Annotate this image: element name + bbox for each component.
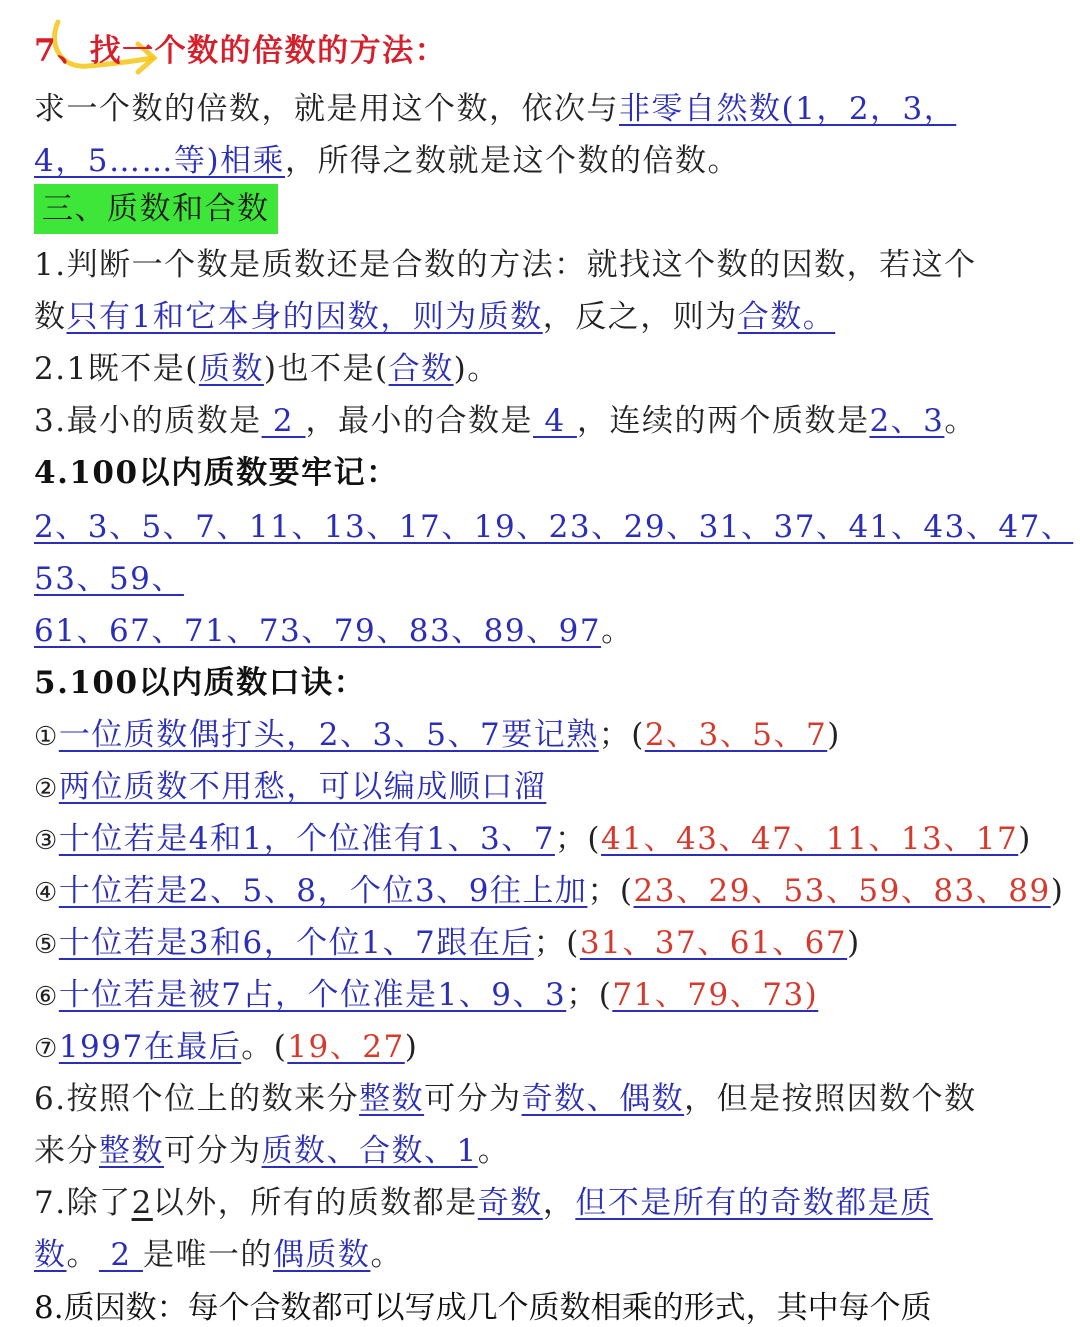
answer-text: 2、3 xyxy=(869,403,945,439)
primes-list-text: 53、59、 xyxy=(34,561,184,597)
item-1-line-2 xyxy=(34,292,1050,342)
mnemonic-row-7 xyxy=(34,1022,1050,1072)
heading-text: 7、找一个数的倍数的方法： xyxy=(34,33,448,69)
answer-text: 质数 xyxy=(198,351,264,387)
circled-number: ② xyxy=(34,774,59,804)
text: 。 xyxy=(944,403,977,439)
text: ；( xyxy=(598,717,645,753)
text: ，最小的合数是 xyxy=(305,403,534,439)
text: ， xyxy=(542,1185,576,1221)
text: ) xyxy=(847,925,861,961)
text: 。 xyxy=(477,1133,511,1169)
primes-list-text: 2、3、5、7、11、13、17、19、23、29、31、37、41、43、47、 xyxy=(34,509,1074,545)
text: ；( xyxy=(533,925,580,961)
primes-answer: 19、27 xyxy=(287,1029,405,1065)
item-4-primes-row-3 xyxy=(34,606,1050,656)
text: ) xyxy=(1050,873,1065,909)
text: 。 xyxy=(370,1237,403,1273)
text: 可分为 xyxy=(164,1133,262,1169)
text: ，反之，则为 xyxy=(542,299,738,335)
answer-text: 2 xyxy=(261,403,306,439)
item-1-line-1 xyxy=(34,240,1050,290)
text: 。( xyxy=(241,1029,288,1065)
section-3-title xyxy=(34,184,1050,234)
text: )。 xyxy=(453,351,500,387)
answer-text: 合数。 xyxy=(737,299,836,335)
text: ；( xyxy=(587,873,634,909)
primes-answer: 71、79、73) xyxy=(612,977,819,1013)
answer-text: 整数 xyxy=(359,1081,425,1117)
mnemonic-text: 两位质数不用愁，可以编成顺口溜 xyxy=(58,769,547,805)
mnemonic-row-4 xyxy=(34,866,1065,916)
text: 。 xyxy=(66,1237,99,1273)
answer-text: 奇数、偶数 xyxy=(521,1081,685,1117)
mnemonic-row-5 xyxy=(34,918,1050,968)
text: 是唯一的 xyxy=(142,1237,273,1273)
mnemonic-text: 一位质数偶打头，2、3、5、7要记熟 xyxy=(58,717,599,753)
answer-text: 但不是所有的奇数都是质 xyxy=(575,1185,933,1221)
answer-text: 非零自然数(1，2，3， xyxy=(619,91,957,127)
answer-text: 4，5……等)相乘 xyxy=(34,143,286,179)
answer-text: 整数 xyxy=(99,1133,164,1169)
mnemonic-text: 十位若是4和1，个位准有1、3、7 xyxy=(58,821,555,857)
text: ，所得之数就是这个数的倍数。 xyxy=(285,143,741,179)
circled-number: ③ xyxy=(34,826,59,856)
item-8-cutoff-line xyxy=(34,1282,932,1327)
text: ) xyxy=(1018,821,1032,857)
item-6-line-2 xyxy=(34,1126,1050,1176)
mnemonic-text: 1997在最后 xyxy=(58,1029,242,1065)
text: 以外，所有的质数都是 xyxy=(152,1185,478,1221)
mnemonic-text: 十位若是3和6，个位1、7跟在后 xyxy=(58,925,534,961)
item-3-line xyxy=(34,396,1050,446)
text: 求一个数的倍数，就是用这个数，依次与 xyxy=(34,91,619,127)
text: ) xyxy=(827,717,841,753)
mnemonic-row-2 xyxy=(34,762,1050,812)
text: 来分 xyxy=(34,1133,99,1169)
text: ) xyxy=(404,1029,419,1065)
section-7-heading xyxy=(34,26,1050,76)
mnemonic-row-1 xyxy=(34,710,1050,760)
answer-text: 2 xyxy=(99,1237,143,1273)
answer-text: 4 xyxy=(533,403,577,439)
item-4-primes-row-2 xyxy=(34,554,1050,604)
text: ；( xyxy=(554,821,602,857)
primes-list-text: 61、67、71、73、79、83、89、97 xyxy=(34,613,602,649)
highlighted-section-title: 三、质数和合数 xyxy=(34,184,278,234)
item-7-line-1 xyxy=(34,1178,1050,1228)
circled-number: ⑤ xyxy=(34,930,59,960)
text: ，连续的两个质数是 xyxy=(576,403,870,439)
answer-text: 数 xyxy=(34,1237,67,1273)
text: 。 xyxy=(601,613,634,649)
primes-answer: 41、43、47、11、13、17 xyxy=(601,821,1019,857)
item-4-title xyxy=(34,448,1050,498)
text: ；( xyxy=(566,977,613,1013)
mnemonic-row-3 xyxy=(34,814,1050,864)
item-5-title xyxy=(34,658,1050,708)
item-6-line-1 xyxy=(34,1074,1050,1124)
answer-text: 只有1和它本身的因数，则为质数 xyxy=(66,299,543,335)
primes-answer: 23、29、53、59、83、89 xyxy=(633,873,1051,909)
answer-text: 合数 xyxy=(388,351,454,387)
circled-number: ① xyxy=(34,722,59,752)
item-4-primes-row-1 xyxy=(34,502,1074,552)
text: 7.除了 xyxy=(34,1185,132,1221)
circled-number: ⑥ xyxy=(34,982,59,1012)
text: 2 xyxy=(131,1185,153,1221)
section-7-line-1 xyxy=(34,84,1050,134)
text: 数 xyxy=(34,299,67,335)
text: 3.最小的质数是 xyxy=(34,403,262,439)
text: 2.1既不是( xyxy=(34,351,199,387)
subheading-text: 5.100以内质数口诀： xyxy=(34,665,367,701)
text: 6.按照个位上的数来分 xyxy=(34,1081,360,1117)
section-7-line-2 xyxy=(34,136,1050,186)
mnemonic-row-6 xyxy=(34,970,1050,1020)
text: 1.判断一个数是质数还是合数的方法：就找这个数的因数，若这个 xyxy=(34,247,977,283)
answer-text: 偶质数 xyxy=(272,1237,371,1273)
text: ，但是按照因数个数 xyxy=(684,1081,977,1117)
mnemonic-text: 十位若是2、5、8，个位3、9往上加 xyxy=(58,873,588,909)
text: 可分为 xyxy=(424,1081,522,1117)
circled-number: ④ xyxy=(34,878,59,908)
text: )也不是( xyxy=(263,351,389,387)
primes-answer: 2、3、5、7 xyxy=(644,717,828,753)
circled-number: ⑦ xyxy=(34,1034,59,1064)
item-2-line xyxy=(34,344,1050,394)
text: 8.质因数：每个合数都可以写成几个质数相乘的形式，其中每个质 xyxy=(34,1290,932,1326)
mnemonic-text: 十位若是被7占，个位准是1、9、3 xyxy=(58,977,567,1013)
answer-text: 奇数 xyxy=(477,1185,543,1221)
subheading-text: 4.100以内质数要牢记： xyxy=(34,455,399,491)
item-7-line-2 xyxy=(34,1230,1050,1280)
answer-text: 质数、合数、1 xyxy=(261,1133,478,1169)
primes-answer: 31、37、61、67 xyxy=(579,925,848,961)
